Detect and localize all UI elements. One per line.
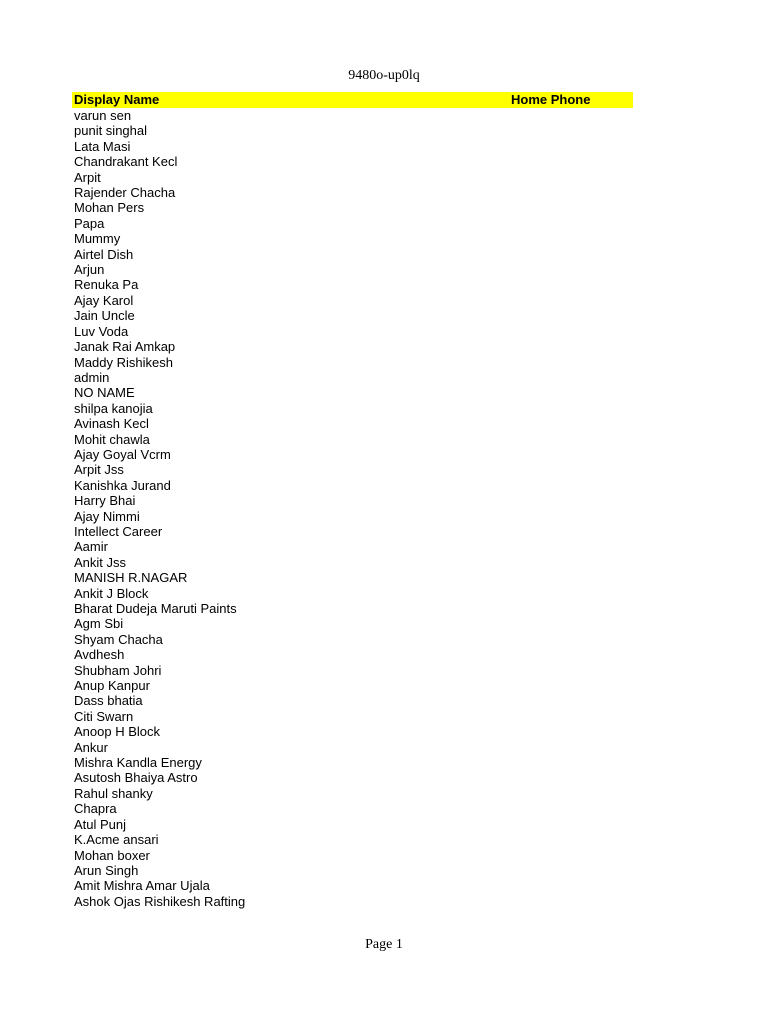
- table-row: MANISH R.NAGAR: [74, 570, 188, 586]
- table-row: Dass bhatia: [74, 693, 143, 709]
- table-row: Mohan Pers: [74, 200, 145, 216]
- table-row: Atul Punj: [74, 816, 127, 832]
- table-row: Mohan boxer: [74, 847, 150, 863]
- table-row: Ajay Karol: [74, 292, 134, 308]
- table-row: Harry Bhai: [74, 493, 136, 509]
- table-row: Intellect Career: [74, 523, 163, 539]
- contacts-table: [72, 92, 633, 909]
- table-row: Amit Mishra Amar Ujala: [74, 878, 210, 894]
- table-row: Shubham Johri: [74, 662, 162, 678]
- table-row: Avinash Kecl: [74, 416, 149, 432]
- table-row: Ankur: [74, 739, 108, 755]
- table-row: Agm Sbi: [74, 616, 124, 632]
- table-header-row: [72, 92, 633, 108]
- table-row: Renuka Pa: [74, 277, 139, 293]
- table-row: Chapra: [74, 801, 117, 817]
- table-row: Bharat Dudeja Maruti Paints: [74, 601, 237, 616]
- table-row: Mishra Kandla Energy: [74, 755, 202, 771]
- table-row: Maddy Rishikesh: [74, 354, 173, 370]
- table-row: Arpit: [74, 169, 101, 185]
- table-row: Ankit Jss: [74, 554, 127, 570]
- table-row: Chandrakant Kecl: [74, 154, 178, 170]
- table-row: Airtel Dish: [74, 246, 134, 262]
- table-row: Mummy: [74, 231, 121, 247]
- table-row: Avdhesh: [74, 647, 125, 663]
- table-row: Ajay Goyal Vcrm: [74, 446, 171, 462]
- table-row: Ajay Nimmi: [74, 508, 140, 524]
- table-row: Rahul shanky: [74, 785, 153, 801]
- page-title: 9480o-up0lq: [348, 68, 420, 83]
- table-row: shilpa kanojia: [74, 400, 153, 416]
- table-row: Janak Rai Amkap: [74, 339, 176, 355]
- table-row: Asutosh Bhaiya Astro: [74, 770, 198, 786]
- table-row: NO NAME: [74, 385, 135, 401]
- table-row: Luv Voda: [74, 323, 129, 339]
- table-row: Aamir: [74, 539, 108, 555]
- table-row: Anup Kanpur: [74, 678, 150, 694]
- column-header-home-phone: Home Phone: [511, 92, 591, 107]
- table-row: Ashok Ojas Rishikesh Rafting: [74, 893, 246, 909]
- table-row: punit singhal: [74, 123, 147, 139]
- table-row: Arpit Jss: [74, 462, 124, 478]
- table-row: Anoop H Block: [74, 724, 160, 740]
- table-row: Jain Uncle: [74, 308, 135, 324]
- table-row: Mohit chawla: [74, 431, 150, 447]
- table-row: Shyam Chacha: [74, 631, 163, 647]
- table-row: Citi Swarn: [74, 708, 134, 724]
- page-number: Page 1: [365, 937, 403, 952]
- table-row: Rajender Chacha: [74, 185, 176, 201]
- table-row: Arjun: [74, 262, 105, 278]
- table-row: Kanishka Jurand: [74, 477, 171, 493]
- table-row: varun sen: [74, 108, 132, 123]
- table-row: Arun Singh: [74, 862, 139, 878]
- column-header-display-name: Display Name: [74, 92, 160, 107]
- table-row: K.Acme ansari: [74, 832, 159, 848]
- table-row: Ankit J Block: [74, 585, 149, 601]
- table-row: Lata Masi: [74, 138, 131, 154]
- table-row: Papa: [74, 215, 105, 231]
- table-row: admin: [74, 369, 110, 385]
- contacts-list: [72, 108, 633, 909]
